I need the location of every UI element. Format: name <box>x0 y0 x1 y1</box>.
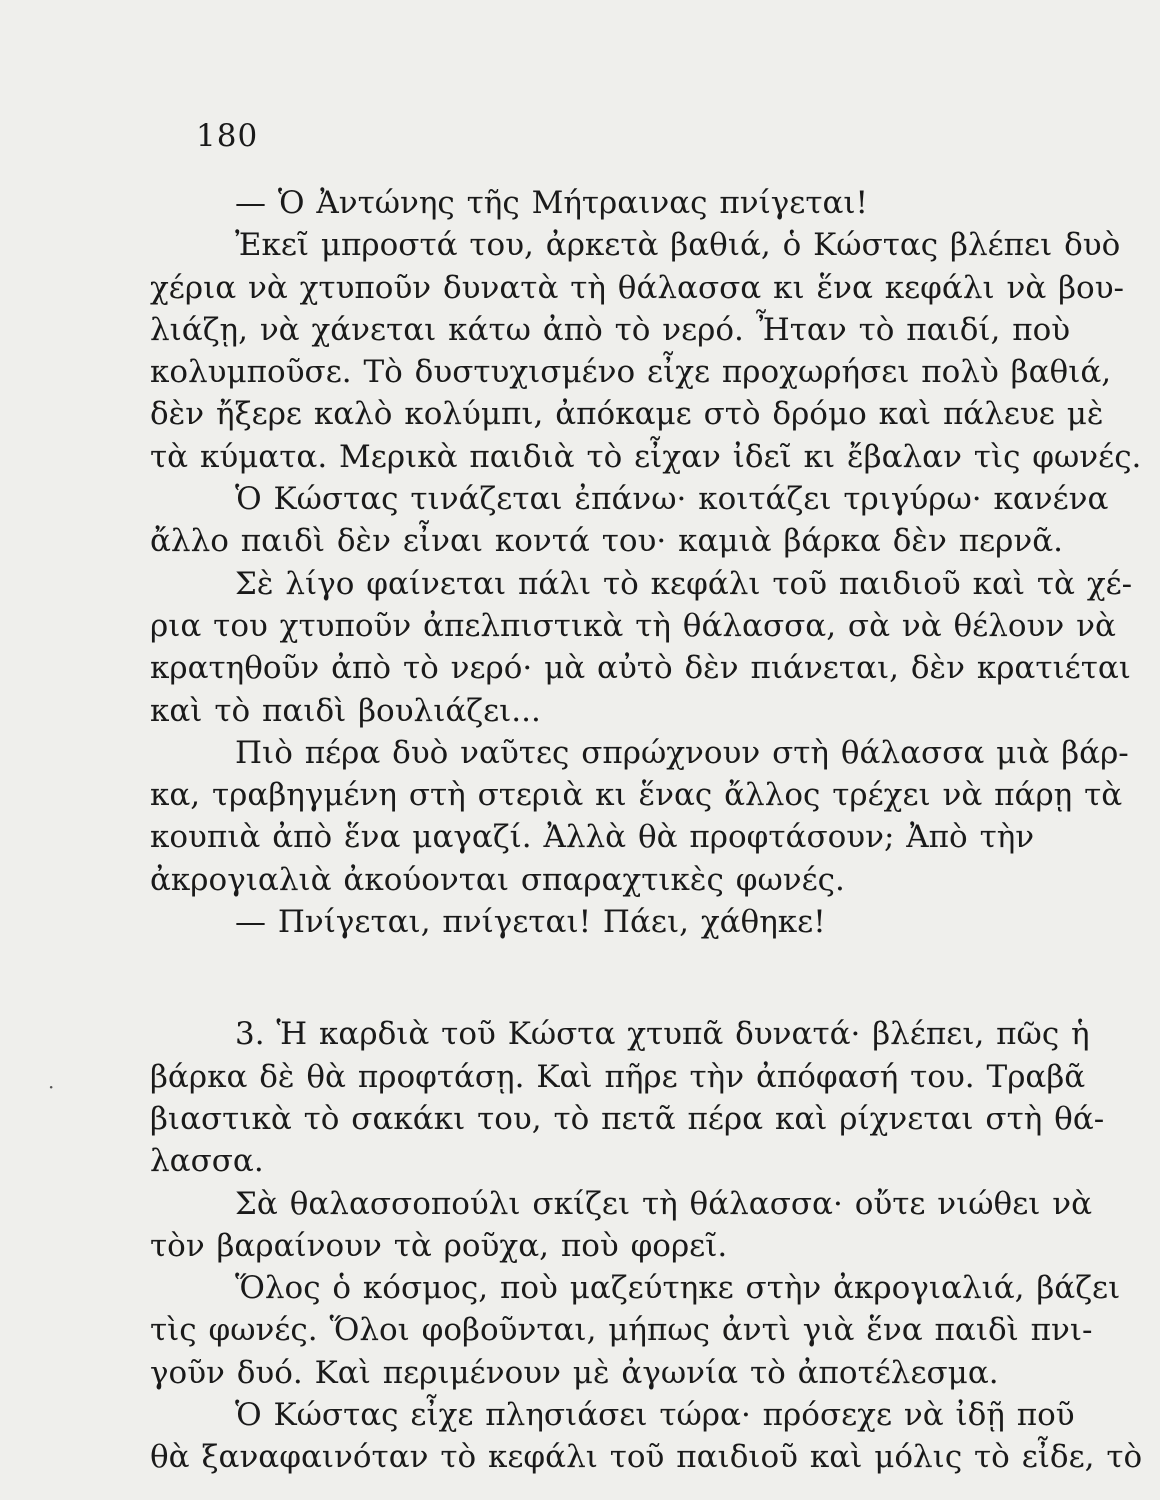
text-line: — Πνίγεται, πνίγεται! Πάει, χάθηκε! <box>235 904 826 941</box>
text-line: Σὰ θαλασσοπούλι σκίζει τὴ θάλασσα· οὔτε νιώθει νὰ <box>235 1185 1093 1222</box>
text-line: λιάζῃ, νὰ χάνεται κάτω ἀπὸ τὸ νερό. Ἦταν τὸ παιδί, ποὺ <box>150 311 1071 348</box>
text-line: Σὲ λίγο φαίνεται πάλι τὸ κεφάλι τοῦ παιδιοῦ καὶ τὰ χέ- <box>235 565 1133 602</box>
text-line: Ὅλος ὁ κόσμος, ποὺ μαζεύτηκε στὴν ἀκρογιαλιά, βάζει <box>235 1270 1121 1307</box>
text-line: γοῦν δυό. Καὶ περιμένουν μὲ ἀγωνία τὸ ἀποτέλεσμα. <box>150 1354 999 1391</box>
page-text <box>150 182 1143 1479</box>
text-line: βιαστικὰ τὸ σακάκι του, τὸ πετᾶ πέρα καὶ ρίχνεται στὴ θά- <box>150 1100 1105 1137</box>
text-line: βάρκα δὲ θὰ προφτάσῃ. Καὶ πῆρε τὴν ἀπόφασή του. Τραβᾶ <box>150 1058 1086 1095</box>
text-line: καὶ τὸ παιδὶ βουλιάζει... <box>150 692 541 729</box>
section-gap <box>150 943 1110 1013</box>
text-line: Πιὸ πέρα δυὸ ναῦτες σπρώχνουν στὴ θάλασσα μιὰ βάρ- <box>235 734 1129 771</box>
text-line: κρατηθοῦν ἀπὸ τὸ νερό· μὰ αὐτὸ δὲν πιάνεται, δὲν κρατιέται <box>150 650 1131 687</box>
text-line: θὰ ξαναφαινόταν τὸ κεφάλι τοῦ παιδιοῦ καὶ μόλις τὸ εἶδε, τὸ <box>150 1439 1143 1476</box>
text-line: δὲν ἤξερε καλὸ κολύμπι, ἀπόκαμε στὸ δρόμο καὶ πάλευε μὲ <box>150 396 1104 433</box>
page-number: 180 <box>196 118 259 154</box>
text-line: 3. Ἡ καρδιὰ τοῦ Κώστα χτυπᾶ δυνατά· βλέπει, πῶς ἡ <box>235 1016 1090 1053</box>
margin-mark: · <box>48 1075 55 1099</box>
text-line: Ὁ Κώστας τινάζεται ἐπάνω· κοιτάζει τριγύρω· κανένα <box>235 481 1109 518</box>
text-line: Ὁ Κώστας εἶχε πλησιάσει τώρα· πρόσεχε νὰ ἰδῇ ποῦ <box>235 1397 1075 1434</box>
text-line: κουπιὰ ἀπὸ ἕνα μαγαζί. Ἀλλὰ θὰ προφτάσουν; Ἀπὸ τὴν <box>150 819 1035 856</box>
text-line: ρια του χτυποῦν ἀπελπιστικὰ τὴ θάλασσα, σὰ νὰ θέλουν νὰ <box>150 607 1116 644</box>
text-line: λασσα. <box>150 1143 264 1180</box>
text-line: ἄλλο παιδὶ δὲν εἶναι κοντά του· καμιὰ βάρκα δὲν περνᾶ. <box>150 523 1064 560</box>
text-line: χέρια νὰ χτυποῦν δυνατὰ τὴ θάλασσα κι ἕνα κεφάλι νὰ βου- <box>150 269 1125 306</box>
text-line: τὸν βαραίνουν τὰ ροῦχα, ποὺ φορεῖ. <box>150 1227 728 1264</box>
text-line: τὶς φωνές. Ὅλοι φοβοῦνται, μήπως ἀντὶ γιὰ ἕνα παιδὶ πνι- <box>150 1312 1093 1349</box>
text-line: Ἐκεῖ μπροστά του, ἀρκετὰ βαθιά, ὁ Κώστας βλέπει δυὸ <box>235 227 1121 264</box>
text-line: τὰ κύματα. Μερικὰ παιδιὰ τὸ εἶχαν ἰδεῖ κι ἔβαλαν τὶς φωνές. <box>150 438 1142 475</box>
text-line: κα, τραβηγμένη στὴ στεριὰ κι ἕνας ἄλλος τρέχει νὰ πάρῃ τὰ <box>150 777 1123 814</box>
text-line: κολυμποῦσε. Τὸ δυστυχισμένο εἶχε προχωρήσει πολὺ βαθιά, <box>150 354 1112 391</box>
text-line: ἀκρογιαλιὰ ἀκούονται σπαραχτικὲς φωνές. <box>150 861 845 898</box>
text-line: — Ὁ Ἀντώνης τῆς Μήτραινας πνίγεται! <box>235 185 869 221</box>
